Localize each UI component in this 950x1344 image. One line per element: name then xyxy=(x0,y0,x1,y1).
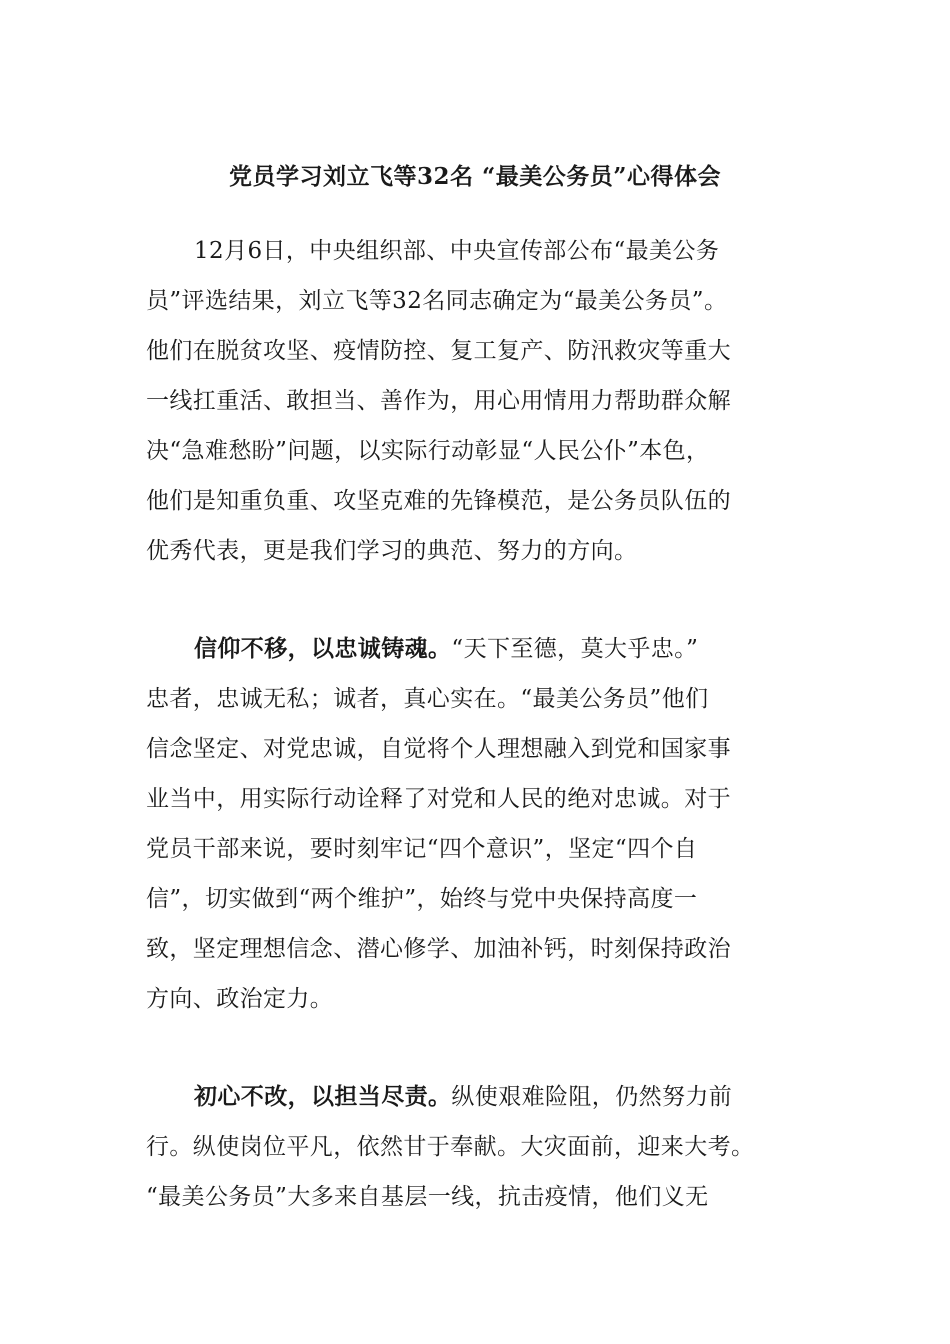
paragraph-1-line-4: 一线扛重活、敢担当、善作为，用心用情用力帮助群众解 xyxy=(146,388,731,414)
paragraph-1-line-6: 他们是知重负重、攻坚克难的先锋模范，是公务员队伍的 xyxy=(146,488,731,514)
paragraph-2-line-1-text: “天下至德，莫大乎忠。” xyxy=(451,636,699,662)
paragraph-2-line-8: 方向、政治定力。 xyxy=(146,986,334,1012)
paragraph-2-lead: 信仰不移，以忠诚铸魂。 xyxy=(194,635,452,662)
paragraph-3-line-3: “最美公务员”大多来自基层一线，抗击疫情，他们义无 xyxy=(146,1184,709,1210)
paragraph-2-line-6: 信”，切实做到“两个维护”，始终与党中央保持高度一 xyxy=(146,886,698,912)
paragraph-1-line-3: 他们在脱贫攻坚、疫情防控、复工复产、防汛救灾等重大 xyxy=(146,338,731,364)
paragraph-2-line-1 xyxy=(194,632,698,666)
paragraph-2-line-4: 业当中，用实际行动诠释了对党和人民的绝对忠诚。对于 xyxy=(146,786,731,812)
paragraph-2-line-7: 致，坚定理想信念、潜心修学、加油补钙，时刻保持政治 xyxy=(146,936,731,962)
paragraph-3-line-2: 行。纵使岗位平凡，依然甘于奉献。大灾面前，迎来大考。 xyxy=(146,1134,755,1160)
paragraph-3-line-1 xyxy=(194,1080,732,1114)
paragraph-3-line-1-text: 纵使艰难险阻，仍然努力前 xyxy=(451,1084,733,1110)
paragraph-1-line-7: 优秀代表，更是我们学习的典范、努力的方向。 xyxy=(146,538,638,564)
paragraph-2-line-3: 信念坚定、对党忠诚，自觉将个人理想融入到党和国家事 xyxy=(146,736,731,762)
paragraph-3-lead: 初心不改，以担当尽责。 xyxy=(194,1083,452,1110)
paragraph-1-line-5: 决“急难愁盼”问题，以实际行动彰显“人民公仆”本色， xyxy=(146,438,710,464)
paragraph-1-line-2: 员”评选结果，刘立飞等32名同志确定为“最美公务员”。 xyxy=(146,288,728,314)
paragraph-2-line-5: 党员干部来说，要时刻牢记“四个意识”，坚定“四个自 xyxy=(146,836,698,862)
document-title: 党员学习刘立飞等32名 “最美公务员”心得体会 xyxy=(229,163,721,190)
paragraph-2-line-2: 忠者，忠诚无私；诚者，真心实在。“最美公务员”他们 xyxy=(146,686,709,712)
paragraph-1-line-1: 12月6日，中央组织部、中央宣传部公布“最美公务 xyxy=(194,238,720,264)
